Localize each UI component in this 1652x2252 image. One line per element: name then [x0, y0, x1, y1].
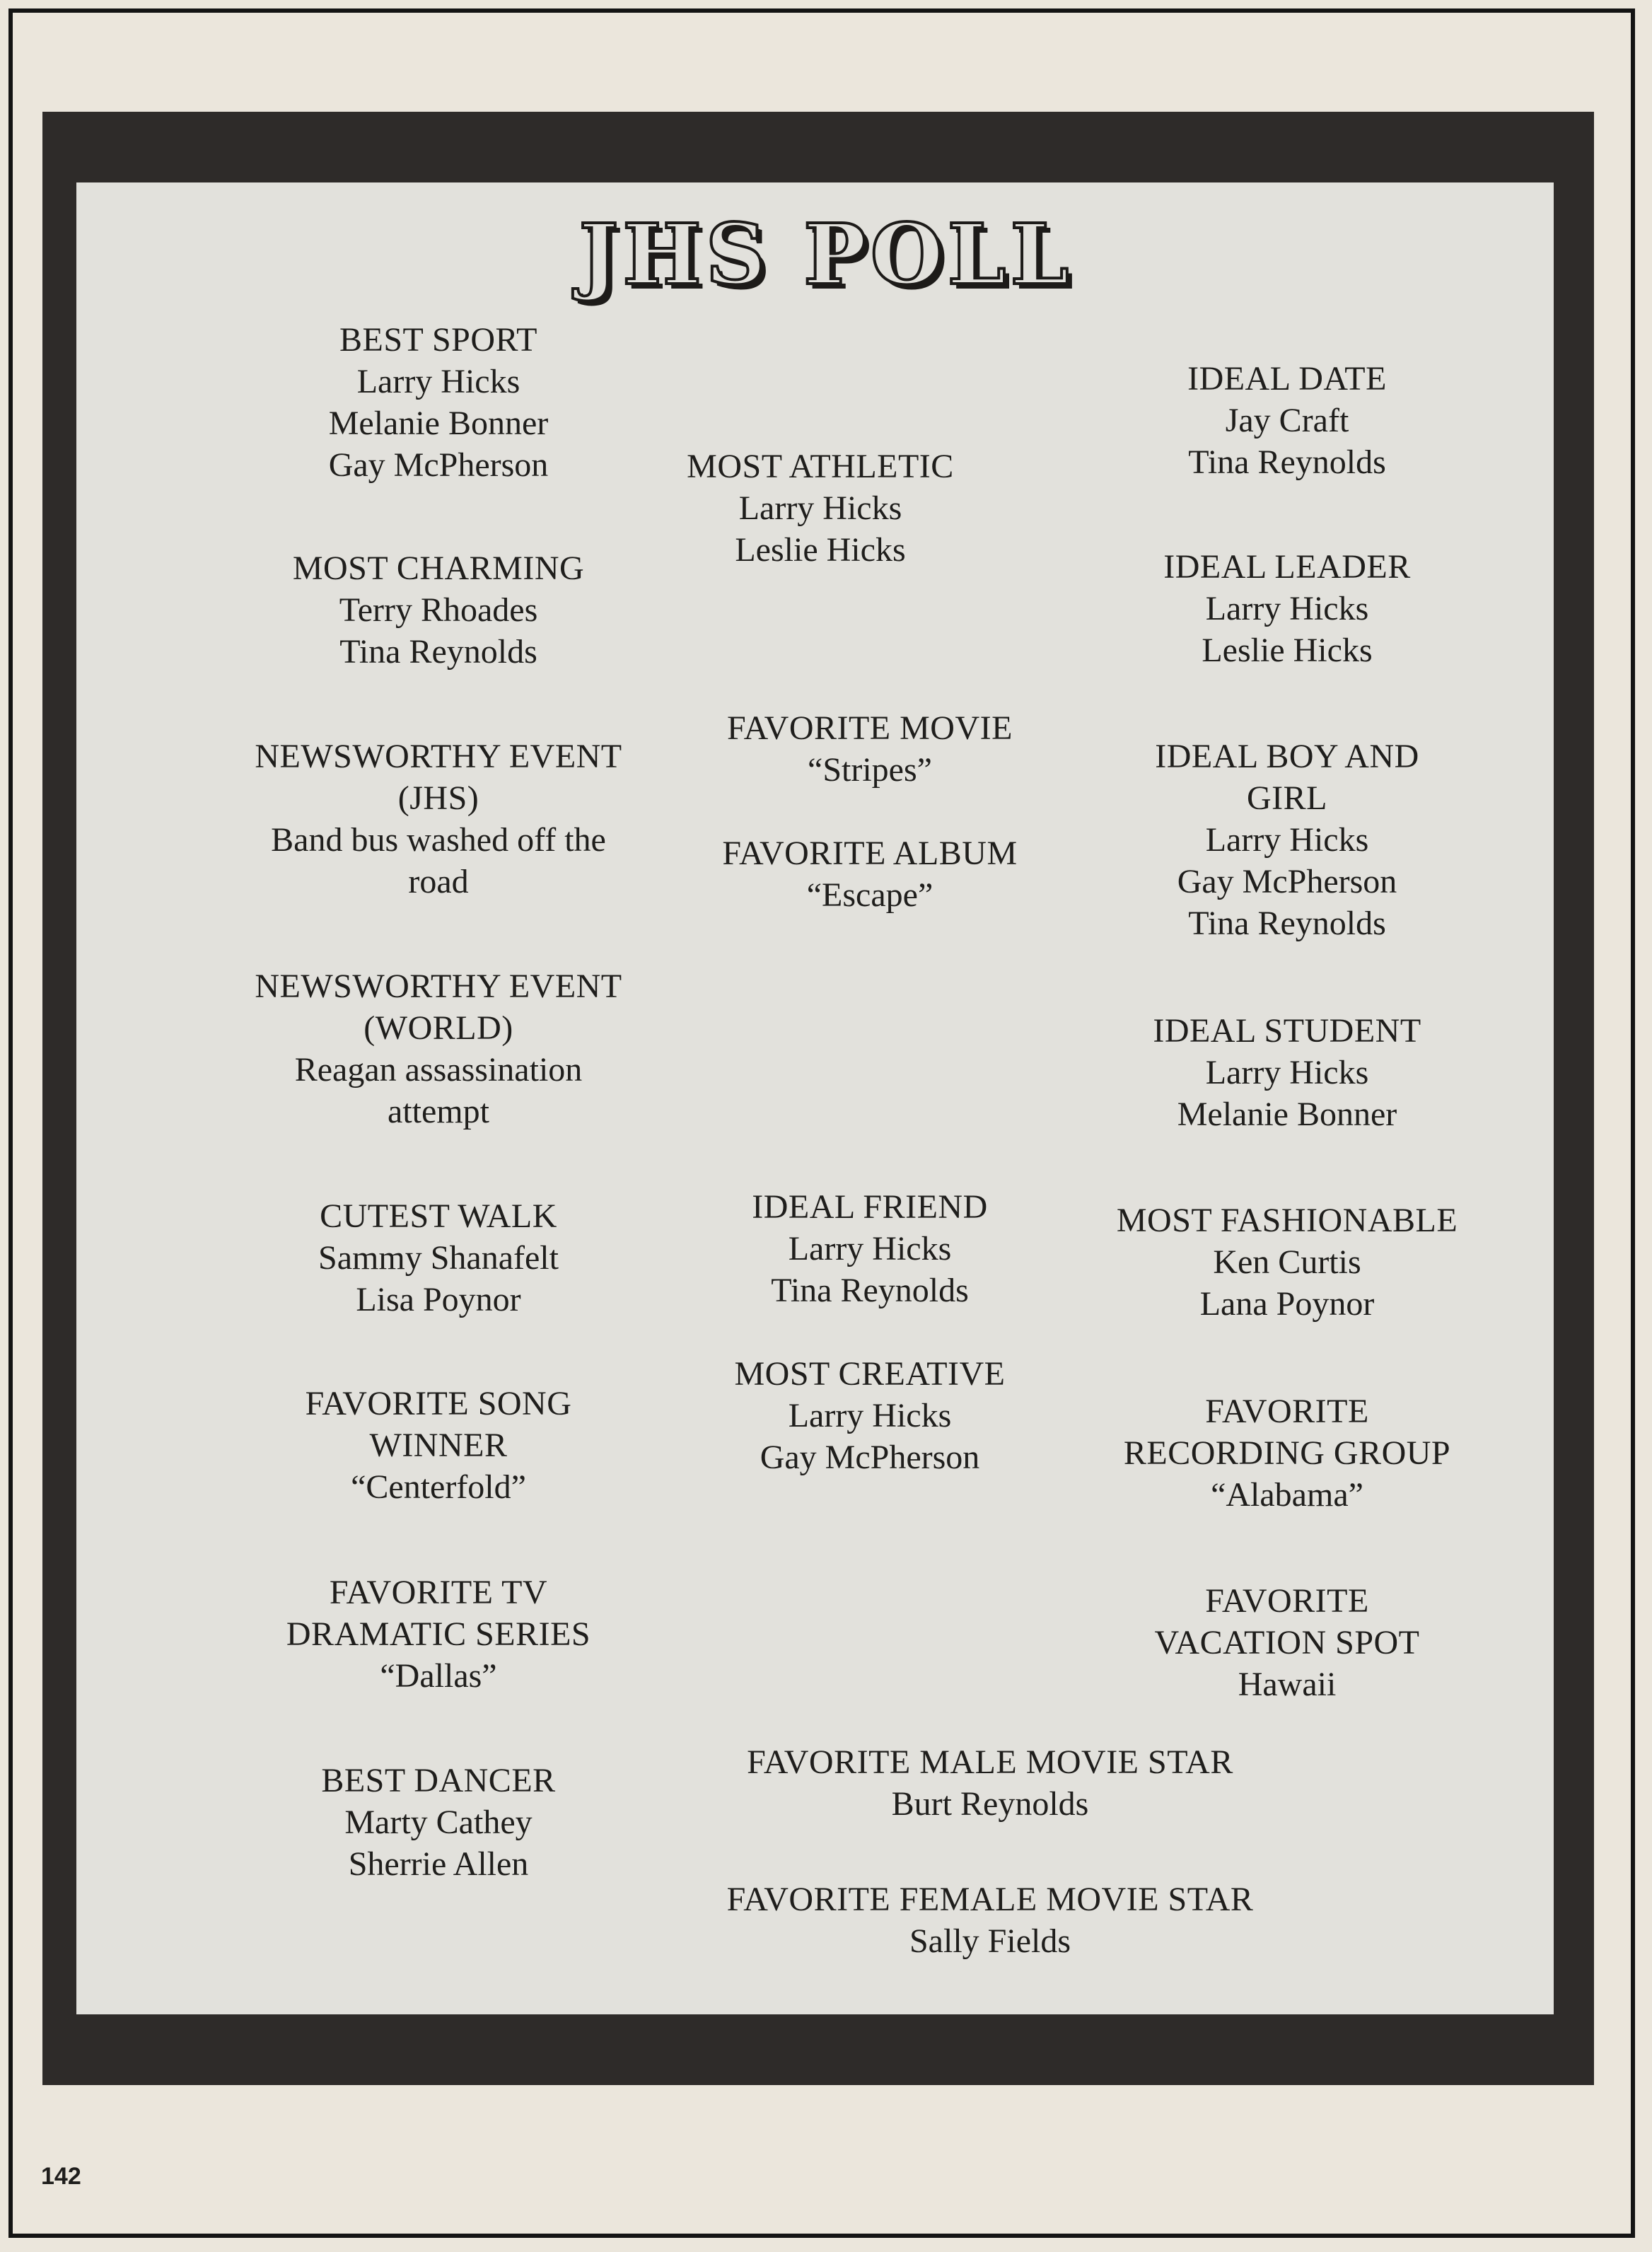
category-heading: WINNER — [369, 1427, 508, 1464]
category-answer: Larry Hicks — [1205, 1054, 1369, 1091]
category-heading: IDEAL BOY AND — [1155, 738, 1419, 775]
category-answer: Terry Rhoades — [339, 591, 538, 629]
category-heading: RECORDING GROUP — [1123, 1434, 1451, 1472]
poll-entry-favorite-recording-group — [1047, 1391, 1528, 1516]
category-answer: Gay McPherson — [1177, 863, 1397, 900]
category-heading: IDEAL FRIEND — [752, 1188, 988, 1226]
category-answer: Tina Reynolds — [339, 633, 537, 671]
category-answer: road — [408, 863, 469, 900]
poll-entry-cutest-walk — [205, 1195, 672, 1321]
poll-entry-favorite-male-movie-star — [615, 1741, 1365, 1825]
poll-entry-ideal-boy-and-girl — [1047, 736, 1528, 944]
category-heading: GIRL — [1247, 779, 1327, 817]
page-number: 142 — [41, 2163, 81, 2190]
poll-entry-favorite-vacation-spot — [1047, 1580, 1528, 1705]
category-answer: “Centerfold” — [351, 1468, 526, 1506]
category-answer: Melanie Bonner — [1177, 1096, 1397, 1133]
category-answer: Jay Craft — [1225, 402, 1349, 439]
category-answer: Gay McPherson — [760, 1439, 980, 1476]
category-answer: Melanie Bonner — [328, 405, 549, 442]
category-answer: “Escape” — [806, 876, 933, 914]
category-heading: IDEAL LEADER — [1163, 548, 1411, 586]
category-heading: FAVORITE ALBUM — [722, 835, 1018, 872]
category-heading: MOST FASHIONABLE — [1116, 1202, 1458, 1239]
category-heading: (JHS) — [397, 779, 479, 817]
category-answer: Gay McPherson — [328, 446, 549, 484]
category-answer: Larry Hicks — [788, 1397, 952, 1434]
category-answer: Leslie Hicks — [735, 531, 906, 569]
category-heading: VACATION SPOT — [1154, 1624, 1420, 1661]
category-heading: FAVORITE MOVIE — [727, 709, 1013, 747]
category-heading: FAVORITE — [1205, 1582, 1369, 1620]
category-heading: MOST ATHLETIC — [687, 448, 954, 485]
category-answer: Tina Reynolds — [1188, 443, 1386, 481]
category-heading: MOST CREATIVE — [734, 1355, 1006, 1393]
poll-entry-favorite-song — [205, 1383, 672, 1508]
poll-entry-ideal-student — [1047, 1010, 1528, 1135]
category-heading: DRAMATIC SERIES — [286, 1615, 591, 1653]
category-answer: Larry Hicks — [788, 1230, 952, 1267]
category-answer: “Dallas” — [380, 1657, 497, 1695]
category-answer: Tina Reynolds — [771, 1272, 969, 1309]
category-heading: MOST CHARMING — [292, 550, 585, 587]
category-answer: Band bus washed off the — [271, 821, 606, 859]
category-heading: BEST SPORT — [339, 321, 537, 359]
poll-entry-most-fashionable — [1047, 1200, 1528, 1325]
poll-entry-ideal-date — [1047, 358, 1528, 483]
category-answer: Larry Hicks — [356, 363, 520, 400]
category-answer: Ken Curtis — [1213, 1243, 1361, 1281]
category-heading: IDEAL STUDENT — [1153, 1012, 1421, 1050]
category-answer: Tina Reynolds — [1188, 905, 1386, 942]
poll-entry-favorite-tv — [205, 1572, 672, 1697]
category-answer: Hawaii — [1238, 1666, 1337, 1703]
category-answer: Sammy Shanafelt — [318, 1239, 559, 1277]
category-heading: FAVORITE SONG — [305, 1385, 572, 1422]
category-answer: attempt — [388, 1093, 489, 1130]
poll-entry-newsworthy-event-jhs — [205, 736, 672, 902]
category-heading: FAVORITE TV — [329, 1574, 548, 1611]
category-answer: Sally Fields — [909, 1922, 1071, 1960]
category-heading: FAVORITE FEMALE MOVIE STAR — [726, 1881, 1254, 1918]
category-heading: NEWSWORTHY EVENT — [255, 968, 622, 1005]
category-answer: Larry Hicks — [738, 489, 902, 527]
category-heading: IDEAL DATE — [1187, 360, 1387, 397]
poll-entry-ideal-leader — [1047, 546, 1528, 671]
category-answer: Burt Reynolds — [891, 1785, 1089, 1823]
category-heading: BEST DANCER — [321, 1762, 556, 1799]
page-title: JHS POLL — [578, 205, 1074, 303]
category-answer: Larry Hicks — [1205, 821, 1369, 859]
category-answer: Reagan assassination — [294, 1051, 583, 1089]
category-answer: Sherrie Allen — [348, 1845, 529, 1883]
category-heading: FAVORITE — [1205, 1393, 1369, 1430]
category-heading: FAVORITE MALE MOVIE STAR — [747, 1743, 1233, 1781]
category-heading: CUTEST WALK — [320, 1197, 557, 1235]
poll-entry-best-dancer — [205, 1760, 672, 1885]
category-answer: “Stripes” — [808, 751, 932, 789]
poll-entry-most-athletic — [566, 446, 1075, 571]
category-answer: Lana Poynor — [1199, 1285, 1375, 1323]
category-answer: Marty Cathey — [344, 1804, 533, 1841]
poll-entry-newsworthy-event-world — [205, 965, 672, 1132]
category-answer: Larry Hicks — [1205, 590, 1369, 627]
poll-entry-favorite-female-movie-star — [615, 1879, 1365, 1962]
category-answer: Leslie Hicks — [1202, 632, 1373, 669]
category-heading: (WORLD) — [363, 1009, 513, 1047]
category-answer: Lisa Poynor — [356, 1281, 521, 1318]
category-answer: “Alabama” — [1211, 1476, 1363, 1514]
category-heading: NEWSWORTHY EVENT — [255, 738, 622, 775]
